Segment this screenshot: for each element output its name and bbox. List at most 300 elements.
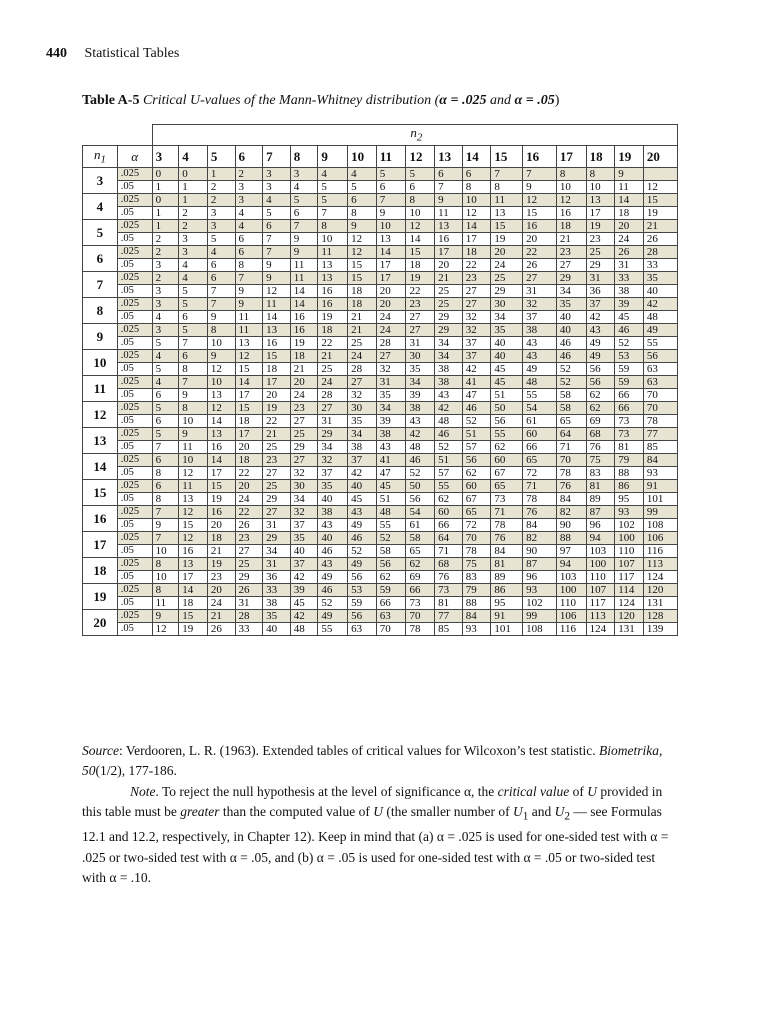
n1-cell: 10 <box>83 350 118 376</box>
critical-value-cell: 4 <box>152 376 179 389</box>
critical-value-cell: 30 <box>406 350 435 363</box>
critical-value-cell: 102 <box>523 597 557 610</box>
critical-value-cell: 7 <box>235 272 263 285</box>
critical-value-cell: 2 <box>152 272 179 285</box>
n2-column-header: 12 <box>406 146 435 168</box>
critical-value-cell: 51 <box>376 493 406 506</box>
critical-value-cell: 29 <box>435 311 463 324</box>
critical-value-cell: 60 <box>523 428 557 441</box>
critical-value-cell: 12 <box>556 194 586 207</box>
critical-value-cell: 50 <box>491 402 523 415</box>
critical-value-cell: 64 <box>435 532 463 545</box>
critical-value-cell: 106 <box>556 610 586 623</box>
critical-value-cell: 16 <box>179 545 208 558</box>
critical-value-cell: 3 <box>207 220 235 233</box>
critical-value-cell: 43 <box>523 350 557 363</box>
critical-value-cell: 40 <box>318 493 348 506</box>
n1-cell: 8 <box>83 298 118 324</box>
critical-value-cell: 4 <box>263 194 291 207</box>
note-text: provided in this table must be <box>82 783 663 820</box>
table-row <box>83 350 678 363</box>
table-row <box>83 519 678 532</box>
critical-value-cell: 32 <box>318 454 348 467</box>
critical-value-cell: 59 <box>348 597 377 610</box>
critical-value-cell: 9 <box>435 194 463 207</box>
critical-value-cell: 62 <box>435 493 463 506</box>
alpha-cell: .025 <box>117 272 152 285</box>
table-row <box>83 545 678 558</box>
critical-value-cell: 34 <box>376 402 406 415</box>
alpha-cell: .05 <box>117 623 152 636</box>
note-u: U <box>587 783 598 799</box>
critical-value-cell: 38 <box>523 324 557 337</box>
critical-value-cell: 27 <box>462 285 491 298</box>
critical-value-cell: 13 <box>207 428 235 441</box>
alpha-cell: .025 <box>117 480 152 493</box>
critical-value-cell: 40 <box>491 337 523 350</box>
alpha-cell: .05 <box>117 233 152 246</box>
table-row <box>83 623 678 636</box>
alpha-cell: .025 <box>117 584 152 597</box>
critical-value-cell: 5 <box>207 233 235 246</box>
table-row <box>83 428 678 441</box>
critical-value-cell: 20 <box>290 376 318 389</box>
critical-value-cell: 18 <box>348 298 377 311</box>
critical-value-cell: 43 <box>348 506 377 519</box>
critical-value-cell: 17 <box>462 233 491 246</box>
critical-value-cell: 49 <box>318 610 348 623</box>
critical-value-cell: 1 <box>179 194 208 207</box>
critical-value-cell: 7 <box>152 506 179 519</box>
critical-value-cell: 13 <box>586 194 615 207</box>
critical-value-cell: 9 <box>263 259 291 272</box>
critical-value-cell: 53 <box>615 350 644 363</box>
critical-value-cell: 6 <box>152 454 179 467</box>
critical-value-cell: 19 <box>263 402 291 415</box>
note-u1-subscript: 1 <box>522 810 529 823</box>
critical-value-cell: 20 <box>435 259 463 272</box>
critical-value-cell: 59 <box>615 363 644 376</box>
critical-value-cell: 51 <box>491 389 523 402</box>
critical-value-cell: 3 <box>235 181 263 194</box>
critical-value-cell: 46 <box>348 532 377 545</box>
critical-value-cell: 37 <box>290 558 318 571</box>
critical-value-cell: 26 <box>207 623 235 636</box>
table-row <box>83 363 678 376</box>
critical-value-cell: 91 <box>643 480 677 493</box>
critical-value-cell: 18 <box>556 220 586 233</box>
critical-value-cell: 37 <box>586 298 615 311</box>
note-text: . To reject the null hypothesis at the level of significance α, the <box>155 783 498 799</box>
critical-value-cell: 27 <box>462 298 491 311</box>
column-header-row <box>83 146 678 168</box>
table-row <box>83 597 678 610</box>
critical-value-cell: 95 <box>491 597 523 610</box>
critical-value-cell: 33 <box>235 623 263 636</box>
critical-value-cell: 12 <box>179 506 208 519</box>
critical-value-cell: 20 <box>491 246 523 259</box>
critical-value-cell: 67 <box>491 467 523 480</box>
critical-value-cell: 24 <box>376 324 406 337</box>
critical-value-cell: 56 <box>491 415 523 428</box>
critical-value-cell: 3 <box>235 194 263 207</box>
table-label: Table A-5 <box>82 93 140 108</box>
critical-value-cell: 66 <box>406 584 435 597</box>
critical-value-cell: 11 <box>290 272 318 285</box>
critical-value-cell: 38 <box>615 285 644 298</box>
critical-value-cell: 7 <box>152 532 179 545</box>
critical-value-cell: 56 <box>462 454 491 467</box>
critical-value-cell: 22 <box>462 259 491 272</box>
alpha-cell: .025 <box>117 532 152 545</box>
critical-value-cell: 10 <box>376 220 406 233</box>
critical-value-cell: 4 <box>290 181 318 194</box>
critical-value-cell: 16 <box>523 220 557 233</box>
critical-value-cell: 78 <box>556 467 586 480</box>
critical-value-cell: 7 <box>491 168 523 181</box>
critical-value-cell: 86 <box>615 480 644 493</box>
critical-value-cell: 15 <box>348 259 377 272</box>
critical-value-cell: 63 <box>376 610 406 623</box>
table-row <box>83 194 678 207</box>
critical-value-cell: 17 <box>435 246 463 259</box>
critical-value-cell: 12 <box>152 623 179 636</box>
critical-value-cell: 69 <box>406 571 435 584</box>
alpha-cell: .05 <box>117 545 152 558</box>
critical-value-cell: 40 <box>348 480 377 493</box>
critical-value-cell: 106 <box>643 532 677 545</box>
critical-value-cell: 3 <box>152 324 179 337</box>
critical-value-cell: 46 <box>556 350 586 363</box>
critical-value-cell: 66 <box>615 402 644 415</box>
critical-value-cell: 9 <box>152 610 179 623</box>
table-body <box>83 168 678 636</box>
alpha-cell: .05 <box>117 519 152 532</box>
critical-value-cell: 8 <box>406 194 435 207</box>
critical-value-cell: 19 <box>207 493 235 506</box>
note-critical-value: critical value <box>497 783 570 799</box>
critical-value-cell: 49 <box>523 363 557 376</box>
critical-value-cell: 59 <box>376 584 406 597</box>
critical-value-cell: 35 <box>406 363 435 376</box>
critical-value-cell: 31 <box>615 259 644 272</box>
page-number: 440 <box>46 46 67 61</box>
critical-value-cell: 3 <box>290 168 318 181</box>
critical-value-cell: 18 <box>462 246 491 259</box>
critical-value-cell: 27 <box>263 506 291 519</box>
critical-value-cell: 40 <box>556 311 586 324</box>
critical-value-cell: 95 <box>615 493 644 506</box>
critical-value-cell: 2 <box>207 181 235 194</box>
critical-value-cell: 19 <box>179 623 208 636</box>
alpha-cell: .025 <box>117 376 152 389</box>
n2-column-header: 9 <box>318 146 348 168</box>
critical-value-cell: 63 <box>348 623 377 636</box>
critical-value-cell: 5 <box>406 168 435 181</box>
critical-value-cell: 108 <box>643 519 677 532</box>
critical-value-cell: 70 <box>643 402 677 415</box>
alpha-cell: .05 <box>117 571 152 584</box>
critical-value-cell: 55 <box>318 623 348 636</box>
critical-value-cell: 32 <box>290 506 318 519</box>
table-row <box>83 402 678 415</box>
critical-value-cell: 62 <box>462 467 491 480</box>
table-row <box>83 415 678 428</box>
n2-header: $n_2$ <box>152 125 677 146</box>
source-paragraph <box>82 741 682 782</box>
critical-value-cell: 29 <box>318 428 348 441</box>
critical-value-cell: 0 <box>152 194 179 207</box>
critical-value-cell: 57 <box>462 441 491 454</box>
critical-value-cell: 8 <box>348 207 377 220</box>
critical-value-cell: 18 <box>235 415 263 428</box>
critical-value-cell: 41 <box>462 376 491 389</box>
critical-value-cell: 84 <box>491 545 523 558</box>
critical-value-cell: 131 <box>615 623 644 636</box>
critical-value-cell: 14 <box>179 584 208 597</box>
critical-value-cell: 38 <box>376 428 406 441</box>
critical-value-cell: 68 <box>586 428 615 441</box>
critical-value-cell: 12 <box>462 207 491 220</box>
critical-value-cell: 27 <box>406 324 435 337</box>
critical-value-cell: 12 <box>263 285 291 298</box>
critical-value-cell: 25 <box>348 337 377 350</box>
critical-value-cell: 5 <box>318 181 348 194</box>
critical-value-cell: 46 <box>615 324 644 337</box>
critical-value-cell: 120 <box>615 610 644 623</box>
critical-value-cell: 7 <box>179 376 208 389</box>
alpha-cell: .05 <box>117 415 152 428</box>
critical-value-cell: 2 <box>207 194 235 207</box>
critical-value-cell: 21 <box>556 233 586 246</box>
critical-value-cell: 38 <box>435 363 463 376</box>
critical-value-cell: 8 <box>318 220 348 233</box>
critical-value-cell: 60 <box>435 506 463 519</box>
critical-value-cell: 103 <box>556 571 586 584</box>
table-row <box>83 558 678 571</box>
critical-value-cell: 8 <box>152 584 179 597</box>
critical-value-cell: 53 <box>348 584 377 597</box>
critical-value-cell: 40 <box>643 285 677 298</box>
critical-value-cell: 6 <box>152 389 179 402</box>
critical-value-cell: 24 <box>290 389 318 402</box>
critical-value-cell: 46 <box>435 428 463 441</box>
critical-value-cell: 11 <box>290 259 318 272</box>
critical-value-cell: 49 <box>348 558 377 571</box>
alpha-cell: .025 <box>117 402 152 415</box>
critical-value-cell: 73 <box>435 584 463 597</box>
critical-value-cell: 96 <box>523 571 557 584</box>
critical-value-cell: 14 <box>406 233 435 246</box>
critical-value-cell: 17 <box>376 259 406 272</box>
critical-value-cell: 49 <box>318 571 348 584</box>
critical-value-cell: 29 <box>263 493 291 506</box>
critical-value-cell: 21 <box>348 311 377 324</box>
critical-value-cell: 8 <box>235 259 263 272</box>
critical-value-cell: 16 <box>318 298 348 311</box>
critical-value-cell: 13 <box>318 259 348 272</box>
critical-value-cell: 11 <box>615 181 644 194</box>
alpha-cell: .05 <box>117 285 152 298</box>
critical-value-cell: 2 <box>152 233 179 246</box>
critical-value-cell: 35 <box>348 415 377 428</box>
critical-value-cell: 35 <box>263 610 291 623</box>
n1-cell: 12 <box>83 402 118 428</box>
critical-value-cell: 48 <box>523 376 557 389</box>
critical-value-cell: 84 <box>643 454 677 467</box>
critical-value-cell: 29 <box>491 285 523 298</box>
critical-value-cell: 5 <box>179 285 208 298</box>
critical-value-cell: 33 <box>615 272 644 285</box>
critical-value-cell: 52 <box>406 467 435 480</box>
critical-value-cell: 56 <box>586 376 615 389</box>
critical-value-cell: 46 <box>318 545 348 558</box>
critical-value-cell: 30 <box>290 480 318 493</box>
alpha-025-label: α = .025 <box>439 93 487 108</box>
table-caption <box>82 93 559 109</box>
critical-value-cell: 81 <box>615 441 644 454</box>
critical-value-cell: 8 <box>556 168 586 181</box>
critical-value-cell: 1 <box>207 168 235 181</box>
critical-value-cell: 7 <box>523 168 557 181</box>
critical-value-cell: 23 <box>263 454 291 467</box>
critical-value-cell: 10 <box>152 545 179 558</box>
critical-value-cell: 31 <box>586 272 615 285</box>
critical-value-cell: 0 <box>179 168 208 181</box>
critical-value-cell: 6 <box>263 220 291 233</box>
alpha-cell: .05 <box>117 363 152 376</box>
critical-value-cell: 78 <box>491 519 523 532</box>
critical-value-cell: 16 <box>207 441 235 454</box>
critical-value-cell: 20 <box>207 519 235 532</box>
critical-value-cell: 31 <box>318 415 348 428</box>
critical-value-cell: 5 <box>152 337 179 350</box>
critical-value-cell: 70 <box>406 610 435 623</box>
critical-value-cell: 83 <box>586 467 615 480</box>
source-label: Source <box>82 743 119 758</box>
alpha-cell: .025 <box>117 428 152 441</box>
critical-value-cell: 66 <box>615 389 644 402</box>
critical-value-cell: 52 <box>376 532 406 545</box>
critical-value-cell: 17 <box>376 272 406 285</box>
critical-value-cell: 18 <box>263 363 291 376</box>
alpha-cell: .025 <box>117 194 152 207</box>
critical-value-cell: 8 <box>152 493 179 506</box>
critical-value-cell: 15 <box>406 246 435 259</box>
critical-value-cell: 17 <box>586 207 615 220</box>
source-pages: (1/2), 177-186. <box>95 763 177 779</box>
critical-value-cell: 40 <box>318 532 348 545</box>
critical-value-cell: 27 <box>318 402 348 415</box>
critical-value-cell: 27 <box>263 467 291 480</box>
critical-value-cell: 5 <box>290 194 318 207</box>
table-row <box>83 207 678 220</box>
note-label: Note <box>130 783 156 799</box>
critical-value-cell: 19 <box>491 233 523 246</box>
critical-value-cell: 6 <box>179 311 208 324</box>
critical-value-cell: 39 <box>615 298 644 311</box>
critical-value-cell: 20 <box>207 584 235 597</box>
critical-value-cell: 116 <box>556 623 586 636</box>
critical-u-table <box>82 124 678 636</box>
table-row <box>83 480 678 493</box>
critical-value-cell: 87 <box>523 558 557 571</box>
alpha-cell: .05 <box>117 207 152 220</box>
critical-value-cell: 69 <box>586 415 615 428</box>
n1-cell: 5 <box>83 220 118 246</box>
critical-value-cell: 6 <box>179 350 208 363</box>
critical-value-cell: 31 <box>263 519 291 532</box>
critical-value-cell: 78 <box>406 623 435 636</box>
critical-value-cell: 5 <box>263 207 291 220</box>
critical-value-cell: 4 <box>348 168 377 181</box>
critical-value-cell: 28 <box>348 363 377 376</box>
table-row <box>83 246 678 259</box>
critical-value-cell: 26 <box>235 584 263 597</box>
critical-value-cell: 56 <box>376 558 406 571</box>
critical-value-cell: 34 <box>406 376 435 389</box>
table-row <box>83 233 678 246</box>
critical-value-cell: 43 <box>523 337 557 350</box>
critical-value-cell: 28 <box>235 610 263 623</box>
critical-value-cell: 29 <box>235 571 263 584</box>
critical-value-cell: 42 <box>586 311 615 324</box>
critical-value-cell: 12 <box>207 363 235 376</box>
critical-value-cell: 73 <box>615 415 644 428</box>
critical-value-cell: 84 <box>523 519 557 532</box>
critical-value-cell: 21 <box>348 324 377 337</box>
critical-value-cell: 77 <box>643 428 677 441</box>
critical-value-cell: 65 <box>556 415 586 428</box>
critical-value-cell: 32 <box>523 298 557 311</box>
alpha-cell: .05 <box>117 181 152 194</box>
critical-value-cell: 18 <box>615 207 644 220</box>
critical-value-cell: 23 <box>290 402 318 415</box>
critical-value-cell: 52 <box>318 597 348 610</box>
critical-value-cell: 49 <box>348 519 377 532</box>
critical-value-cell: 7 <box>207 285 235 298</box>
critical-value-cell: 4 <box>235 220 263 233</box>
critical-value-cell: 29 <box>586 259 615 272</box>
critical-value-cell: 35 <box>643 272 677 285</box>
table-row <box>83 168 678 181</box>
critical-value-cell: 19 <box>406 272 435 285</box>
critical-value-cell: 31 <box>263 558 291 571</box>
critical-value-cell: 6 <box>235 233 263 246</box>
critical-value-cell: 11 <box>263 298 291 311</box>
critical-value-cell: 54 <box>523 402 557 415</box>
critical-value-cell: 71 <box>491 506 523 519</box>
critical-value-cell: 43 <box>406 415 435 428</box>
critical-value-cell: 34 <box>348 428 377 441</box>
n1-cell: 11 <box>83 376 118 402</box>
critical-value-cell: 100 <box>615 532 644 545</box>
critical-value-cell: 87 <box>586 506 615 519</box>
critical-value-cell: 9 <box>235 285 263 298</box>
n1-cell: 16 <box>83 506 118 532</box>
critical-value-cell: 34 <box>290 493 318 506</box>
n2-subscript: 2 <box>416 131 423 144</box>
critical-value-cell: 4 <box>179 272 208 285</box>
critical-value-cell: 7 <box>152 441 179 454</box>
alpha-cell: .05 <box>117 337 152 350</box>
n1-cell: 20 <box>83 610 118 636</box>
critical-value-cell: 20 <box>235 480 263 493</box>
critical-value-cell: 77 <box>435 610 463 623</box>
critical-value-cell: 18 <box>406 259 435 272</box>
critical-value-cell: 3 <box>152 259 179 272</box>
critical-value-cell: 1 <box>179 181 208 194</box>
